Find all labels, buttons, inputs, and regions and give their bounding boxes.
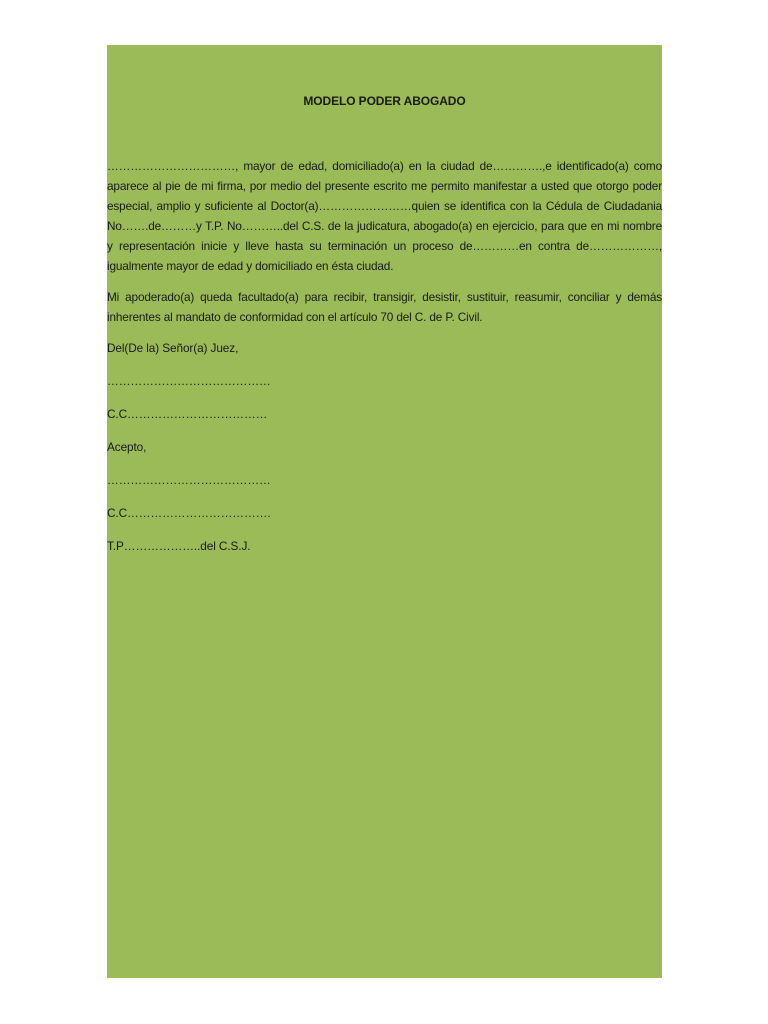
tp-line-abogado: T.P………………..del C.S.J. — [107, 539, 251, 553]
document-page — [107, 45, 662, 978]
paragraph-facultades: Mi apoderado(a) queda facultado(a) para recibir, transigir, desistir, sustituir, reasumir, conciliar y demás inherentes al mandato de conformidad con el artículo 70 del C. de P. Civil. — [107, 290, 662, 324]
cc-line-abogado: C.C………………………………. — [107, 506, 271, 520]
salutation-line: Del(De la) Señor(a) Juez, — [107, 341, 239, 355]
cc-line-poderdante: C.C……………………………… — [107, 407, 268, 421]
document-body — [107, 156, 662, 556]
document-title: MODELO PODER ABOGADO — [303, 94, 466, 108]
signature-line-abogado: …………………………………… — [107, 473, 271, 487]
acepto-line: Acepto, — [107, 440, 147, 454]
paragraph-poder: ……………………………, mayor de edad, domiciliado(a) en la ciudad de………….,e identificado(a) como aparece al pie de mi firma, por medio del presente escrito me permito manifestar a usted que otorgo poder especial, amplio y suficiente al Doctor(a)……………………quien se identifica con la Cédula de Ciudadania No…….de………y T.P. No………..del C.S. de la judicatura, abogado(a) en ejercicio, para que en mi nombre y representación inicie y lleve hasta su terminación un proceso de…………en contra de………………, igualmente mayor de edad y domiciliado en ésta ciudad. — [107, 159, 662, 273]
signature-line-poderdante: …………………………………… — [107, 374, 271, 388]
